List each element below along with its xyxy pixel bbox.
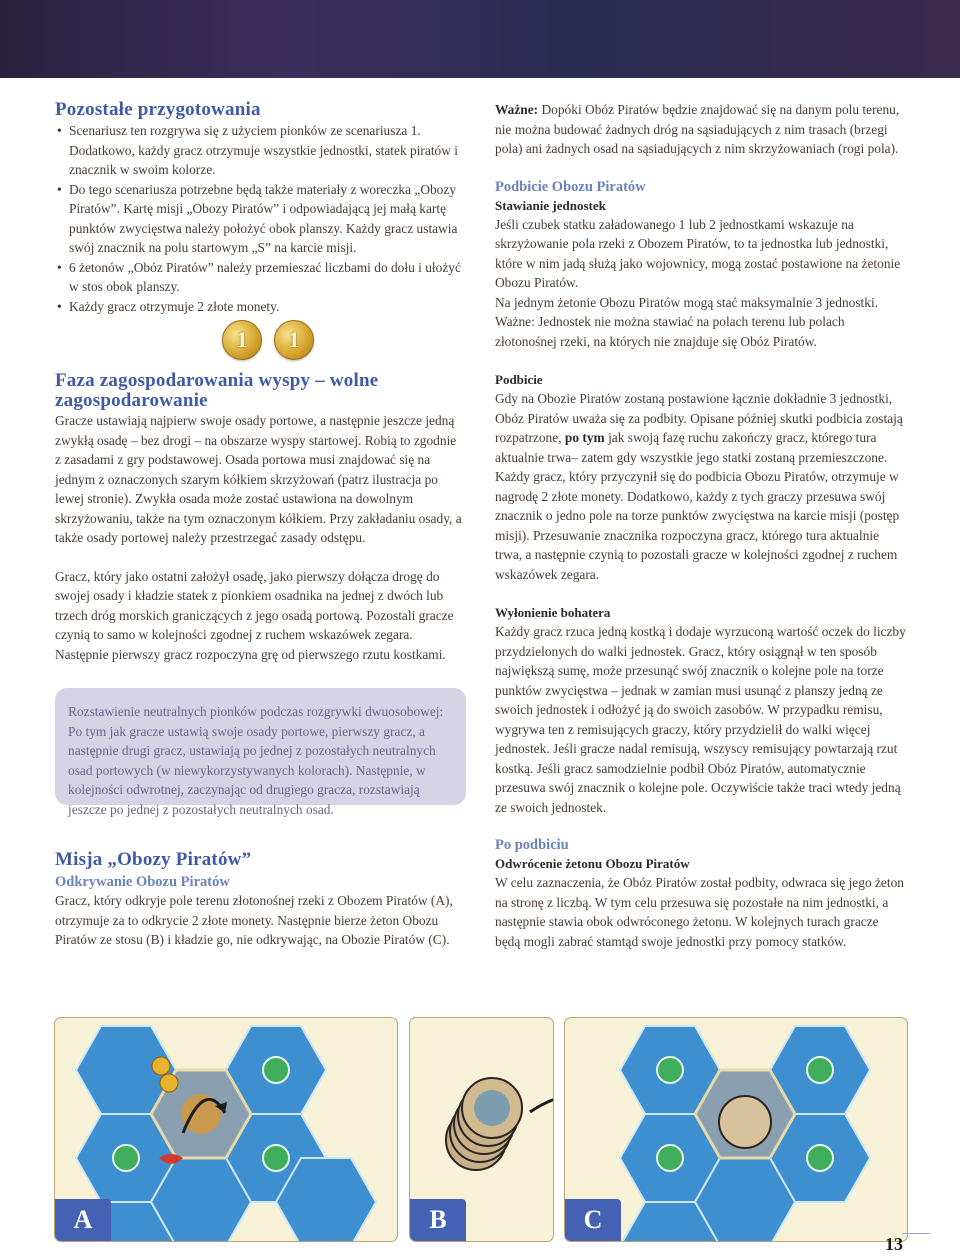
subsection-title: Odkrywanie Obozu Piratów [55, 874, 230, 890]
illustration-panel-a [54, 1017, 398, 1242]
lead-heading: Podbicie [495, 372, 543, 387]
paragraph: Na jednym żetonie Obozu Piratów mogą stać maksymalnie 3 jednostki. Ważne: Jednostek nie można stawiać na polach terenu lub polach złotonośnej rzeki, na których nie znajduje się Obóz Piratów. [495, 294, 879, 349]
two-player-note-box [55, 688, 466, 817]
important-text: Dopóki Obóz Piratów będzie znajdować się na danym polu terenu, nie można budować żadnych dróg na sąsiadujących z nim trasach (brzegi pola) ani żadnych osad na sąsiadujących z nim skrzyżowaniach (rogi pola). [495, 102, 900, 156]
panel-label: A [55, 1199, 111, 1241]
gold-coin-icon: 1 [274, 320, 314, 360]
paragraph-part: Gdy na Obozie Piratów zostaną postawione łącznie dokładnie 3 jednostki, Obóz Piratów uważa się za podbity. Opisane później skutki podbicia zostają rozpatrzone, [495, 391, 903, 445]
lead-heading: Stawianie jednostek [495, 197, 606, 213]
panel-label: C [565, 1199, 621, 1241]
subsection-title: Po podbiciu [495, 837, 569, 853]
important-note [495, 100, 907, 159]
paragraph: Gracze ustawiają najpierw swoje osady portowe, a następnie jeszcze jedną zwykłą osadę – bez drogi – na obszarze wyspy startowej. Robią to zgodnie z zasadami z gry podstawowej. Osada portowa musi znajdować się na jednym z oznaczonych szarym kółkiem skrzyżowań (patrz ilustracja po lewej stronie). Zwykła osada może zostać ustawiona na dowolnym skrzyżowaniu, także na tym oznaczonym kółkiem. Przy zakładaniu osady, a także osady portowej należy przestrzegać zasady odstępu. [55, 413, 462, 545]
list-item: • Każdy gracz otrzymuje 2 złote monety. [55, 297, 465, 317]
paragraph: Gracz, który odkryje pole terenu złotonośnej rzeki z Obozem Piratów (A), otrzymuje za to odkrycie 2 złote monety. Następnie bierze żeton Obozu Piratów ze stosu (B) i kładzie go, nie odkrywając, na Obozie Piratów (C). [55, 893, 453, 947]
illustration-panel-c [564, 1017, 908, 1242]
lead-heading: Wyłonienie bohatera [495, 605, 611, 620]
important-label: Ważne: [495, 102, 539, 117]
list-item: • Do tego scenariusza potrzebne będą także materiały z woreczka „Obozy Piratów”. Kartę misji „Obozy Piratów” i odpowiadającą jej małą kartę punktów zwycięstwa należy położyć obok planszy. Każdy gracz ustawia swój znacznik na polu startowym „S” na karcie misji. [55, 180, 465, 258]
two-player-note-text: Rozstawienie neutralnych pionków podczas rozgrywki dwuosobowej: Po tym jak gracze ustawią swoje osady portowe, pierwszy gracz, a następnie drugi gracz, ustawiają po jednej z pozostałych neutralnych osad portowych (w niewykorzystywanych kolorach). Następnie, w kolejności odwrotnej, zaczynając od drugiego gracza, rozstawiają jeszcze po jednej z pozostałych neutralnych osad. [68, 704, 444, 817]
subsection-title: Podbicie Obozu Piratów [495, 178, 646, 195]
paragraph [495, 389, 907, 584]
paragraph: Jeśli czubek statku załadowanego 1 lub 2 jednostkami wskazuje na skrzyżowanie pola rzeki z Obozem Piratów, to ta jednostka lub jednostki, które w nim jadą służą jako wojownicy, mogą zostać postawione na żetonie Obozu Piratów. [495, 216, 901, 290]
header-band [0, 0, 960, 78]
paragraph: W celu zaznaczenia, że Obóz Piratów został podbity, odwraca się jego żeton na stronę z liczbą. W tym celu przesuwa się pozostałe na nim jednostki, a następnie stawia obok odwróconego żetonu. W kolejnych turach gracze będą mogli zabrać stamtąd swoje jednostki przy pomocy statków. [495, 875, 904, 949]
panel-label: B [410, 1199, 466, 1241]
list-item: • 6 żetonów „Obóz Piratów” należy przemieszać liczbami do dołu i ułożyć w stos obok planszy. [55, 258, 465, 297]
list-item: • Scenariusz ten rozgrywa się z użyciem pionków ze scenariusza 1. Dodatkowo, każdy gracz otrzymuje wszystkie jednostki, statek piratów i znacznik w swoim kolorze. [55, 121, 465, 180]
section-title-setup: Pozostałe przygotowania [55, 99, 261, 120]
setup-list [55, 121, 465, 316]
gold-coins [222, 318, 318, 360]
page-number: 13 [885, 1234, 903, 1254]
development-section [55, 371, 465, 664]
section-title-mission: Misja „Obozy Piratów” [55, 849, 252, 870]
mission-section [55, 850, 465, 950]
paragraph: Każdy gracz rzuca jedną kostką i dodaje wyrzuconą wartość oczek do liczby przydzielonych do walki jednostek. Gracz, który osiągnął w ten sposób największą sumę, może przesunąć swój znacznik o kolejne pole na torze punktów zwycięstwa – jednak w zamian musi usunąć z planszy jedną ze swoich jednostek i odłożyć ją do swoich zasobów. W przypadku remisu, wygrywa ten z remisujących graczy, który przydzielił do walki więcej jednostek. Jeśli gracze nadal remisują, wszyscy remisujący powtarzają rzut kostką. Jeśli gracz samodzielnie podbił Obóz Piratów, automatycznie przesuwa swój znacznik o kolejne pole. Oczywiście także traci wtedy jedną ze swoich jednostek. [495, 624, 906, 815]
illustration-panel-b [409, 1017, 554, 1242]
page-number-rule [902, 1233, 930, 1234]
paragraph-part: jak swoją fazę ruchu zakończy gracz, którego tura aktualnie trwa– zatem gdy wszystkie jego statki zostaną przemieszczone. Każdy gracz, który przyczynił się do podbicia Obozu Piratów, otrzymuje w nagrodę 2 złote monety. Dodatkowo, każdy z tych graczy przesuwa swój znacznik o jedno pole na torze punktów zwycięstwa na karcie misji (postęp misji). Przesuwanie znacznika rozpoczyna gracz, którego tura aktualnie trwa, a następnie czynią to pozostali gracze w kolejności zgodnej z ruchem wskazówek zegara. [495, 430, 900, 582]
lead-heading: Odwrócenie żetonu Obozu Piratów [495, 856, 690, 871]
gold-coin-icon: 1 [222, 320, 262, 360]
right-column [495, 100, 907, 951]
section-title-development: Faza zagospodarowania wyspy – wolne zagospodarowanie [55, 370, 379, 411]
paragraph: Gracz, który jako ostatni założył osadę, jako pierwszy dołącza drogę do swojej osady i kładzie statek z pionkiem osadnika na jednej z dwóch lub trzech dróg morskich graniczących z jego osadą portową. Pozostali gracze czynią to samo w kolejności zgodnej z ruchem wskazówek zegara. Następnie pierwszy gracz rozpoczyna grę od pierwszego rzutu kostkami. [55, 568, 454, 662]
emphasis: po tym [564, 430, 605, 445]
left-column [55, 100, 465, 316]
